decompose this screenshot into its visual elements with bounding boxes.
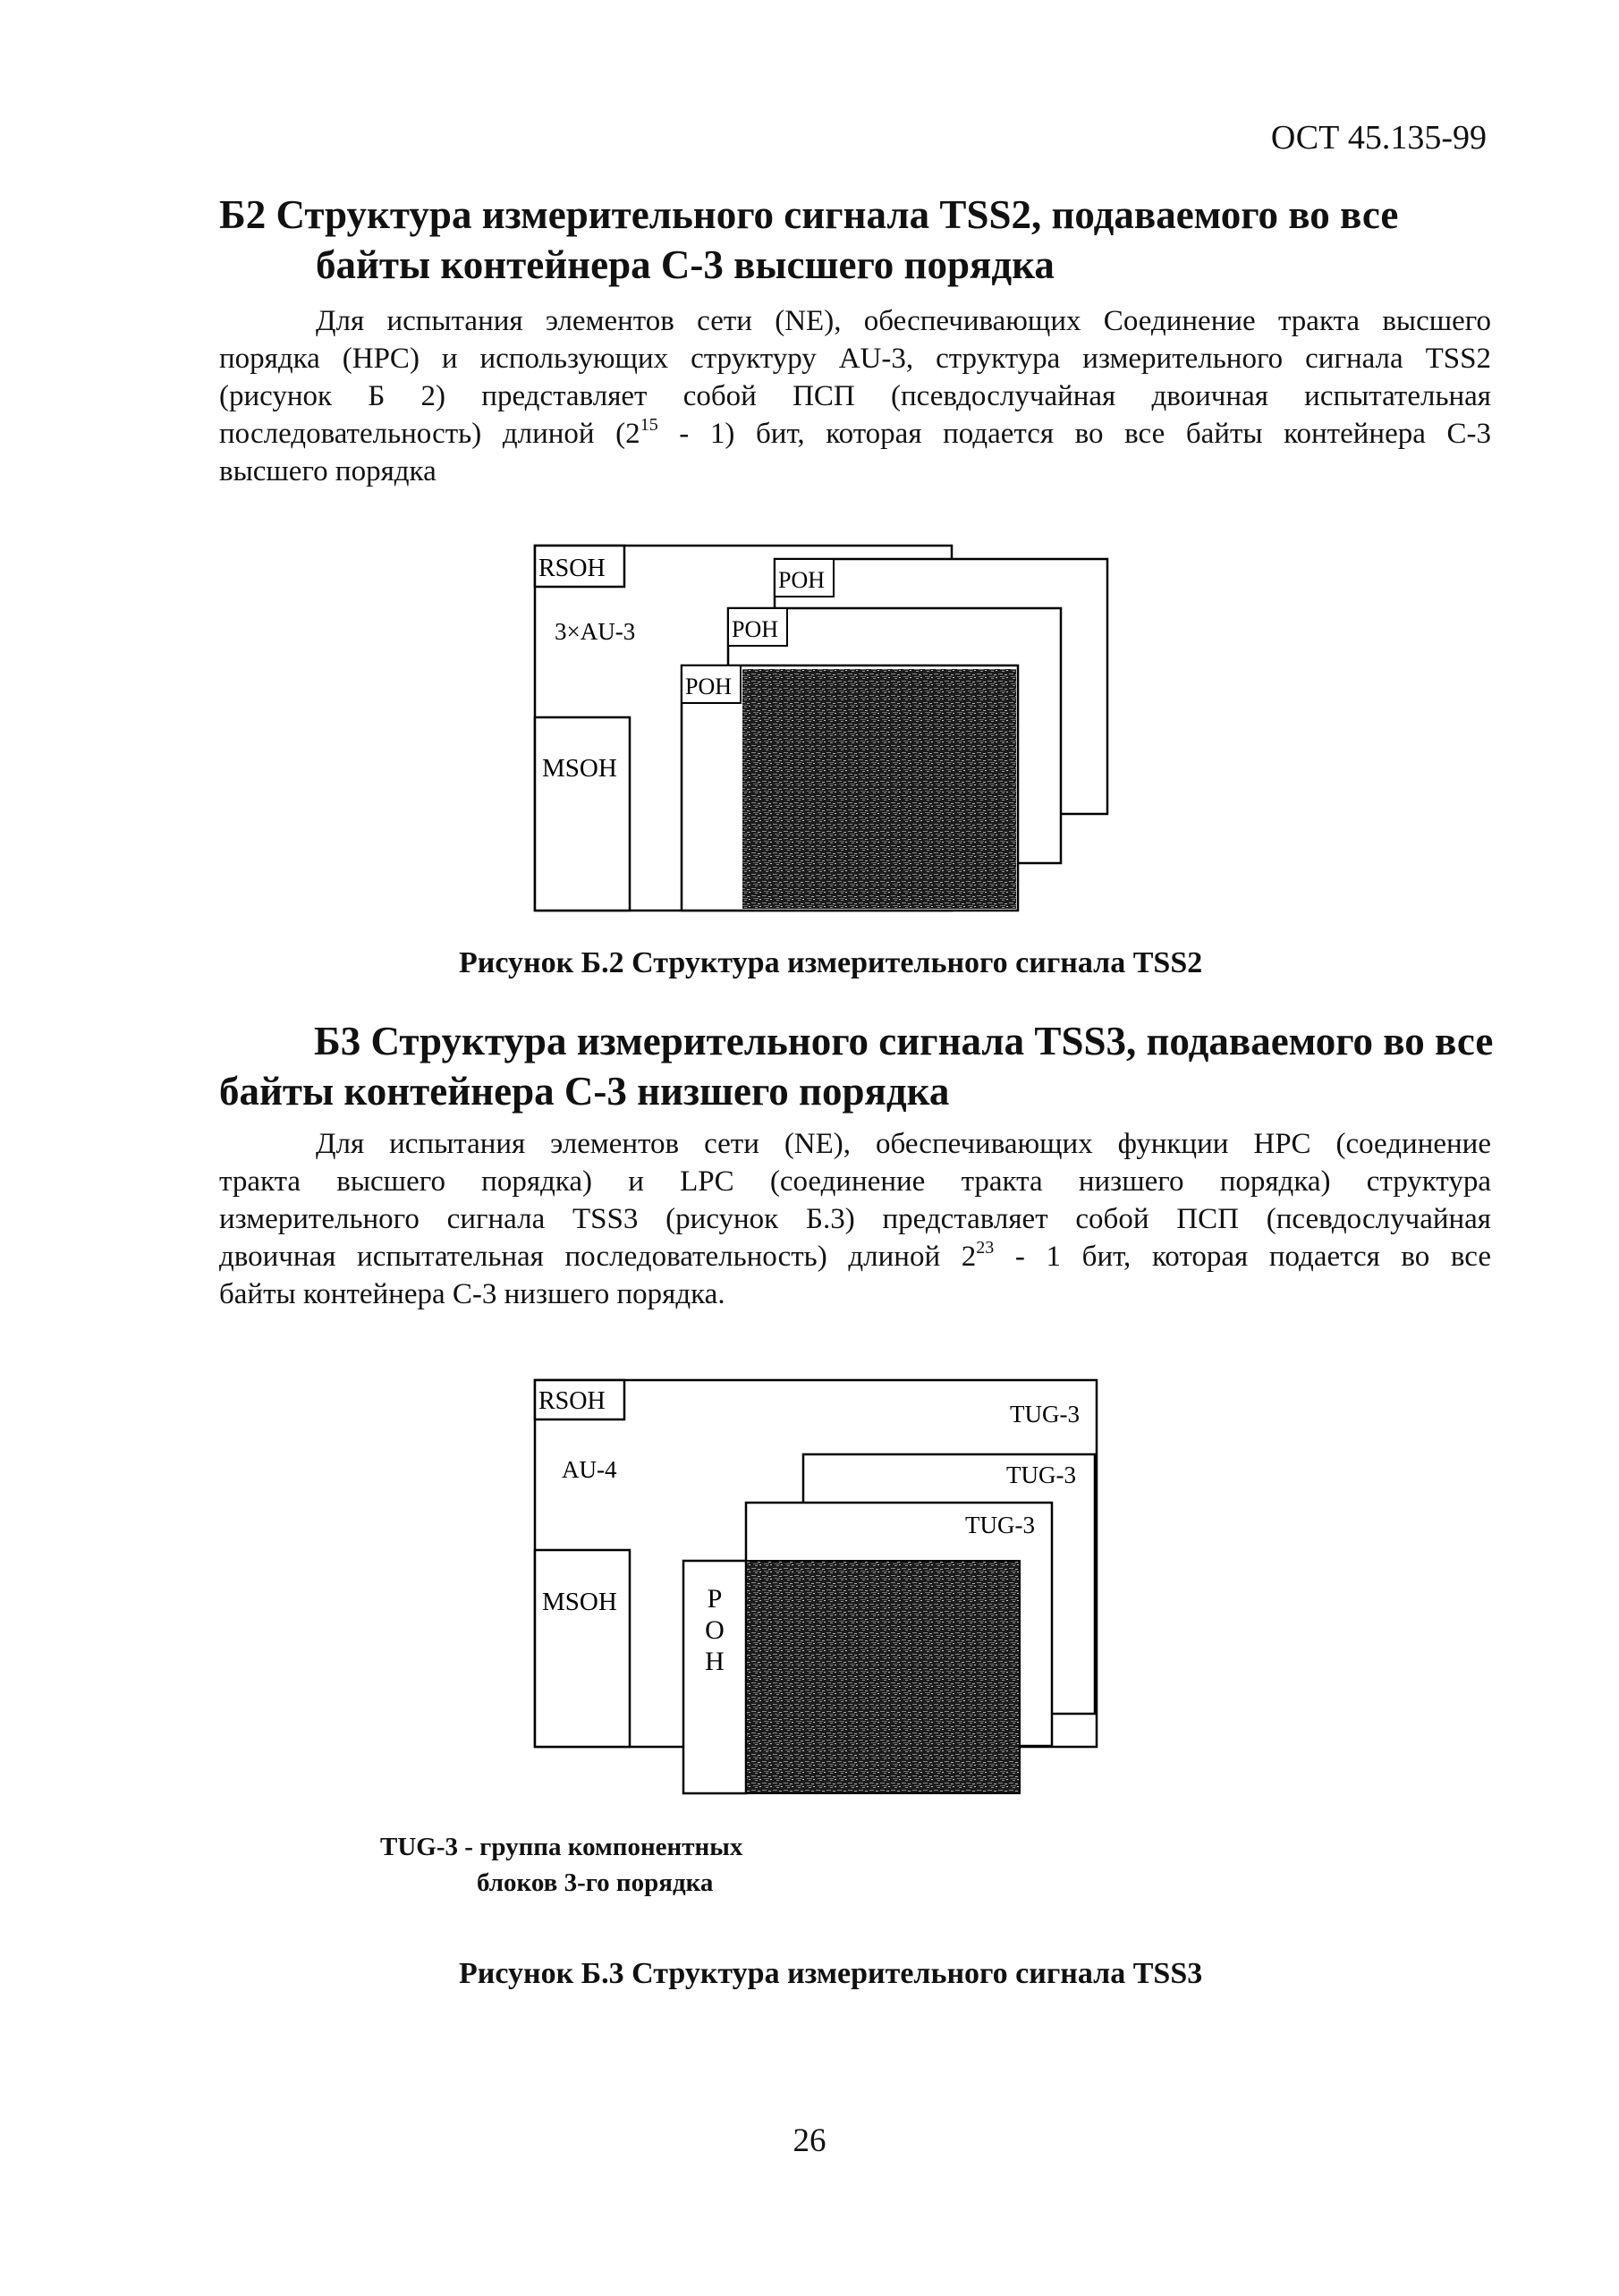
tug3-label-back: TUG-3 xyxy=(1010,1401,1080,1428)
section-b3-heading xyxy=(219,1016,1498,1116)
paragraph-text: последовательность) длиной (2 xyxy=(219,418,640,450)
tug3-label-front: TUG-3 xyxy=(965,1512,1035,1538)
document-code: ОСТ 45.135-99 xyxy=(1270,119,1487,157)
exponent: 23 xyxy=(976,1238,995,1258)
figure-b3-caption: Рисунок Б.3 Структура измерительного сигнала TSS3 xyxy=(459,1957,1203,1990)
au3-label: 3×AU-3 xyxy=(555,618,636,645)
msoh-box xyxy=(535,717,630,911)
prbs-payload-area xyxy=(742,669,1016,909)
exponent: 15 xyxy=(640,415,658,435)
paragraph-line: байты контейнера С-3 низшего порядка. xyxy=(219,1278,725,1310)
paragraph-text: - 1 бит, которая подается во все xyxy=(994,1241,1492,1273)
poh-label-middle: POH xyxy=(732,616,779,642)
tug3-label-middle: TUG-3 xyxy=(1006,1461,1076,1488)
poh-letter-h: H xyxy=(705,1647,725,1676)
paragraph-line: высшего порядка xyxy=(219,455,437,487)
legend-line: TUG-3 - группа компонентных xyxy=(380,1833,743,1861)
section-b3-paragraph xyxy=(219,1125,1491,1313)
figure-b3-legend xyxy=(380,1829,742,1901)
paragraph-line: (рисунок Б 2) представляет собой ПСП (псевдослучайная двоичная испытательная xyxy=(219,380,1491,412)
au4-label: AU-4 xyxy=(562,1456,617,1483)
poh-label-back: POH xyxy=(778,567,826,593)
paragraph-line: тракта высшего порядка) и LPC (соединение тракта низшего порядка) структура xyxy=(219,1165,1491,1198)
poh-letter-p: P xyxy=(707,1584,723,1614)
msoh-label: MSOH xyxy=(542,1588,617,1616)
figure-b2-caption: Рисунок Б.2 Структура измерительного сигнала TSS2 xyxy=(459,946,1203,979)
poh-letter-o: O xyxy=(705,1615,725,1645)
paragraph-line: измерительного сигнала TSS3 (рисунок Б.3) представляет собой ПСП (псевдослучайная xyxy=(219,1203,1491,1235)
msoh-box xyxy=(535,1550,630,1747)
paragraph-line: порядка (HPC) и использующих структуру AU-3, структура измерительного сигнала TSS2 xyxy=(219,343,1491,375)
msoh-label: MSOH xyxy=(542,754,617,783)
page-number: 26 xyxy=(793,2122,826,2159)
paragraph-text: - 1) бит, которая подается во все байты контейнера С-3 xyxy=(657,418,1491,450)
section-b3-heading-line1: Б3 Структура измерительного сигнала TSS3, подаваемого во все xyxy=(314,1019,1494,1063)
paragraph-line xyxy=(219,1238,1491,1275)
paragraph-text: двоичная испытательная последовательность) длиной 2 xyxy=(219,1241,977,1273)
paragraph-line: Для испытания элементов сети (NE), обеспечивающих функции HPC (соединение xyxy=(316,1128,1491,1160)
section-b2-heading-line2: байты контейнера С-3 высшего порядка xyxy=(316,242,1055,287)
poh-label-front: POH xyxy=(685,674,733,699)
paragraph-line: Для испытания элементов сети (NE), обеспечивающих Соединение тракта высшего xyxy=(316,305,1491,337)
section-b3-heading-line2: байты контейнера С-3 низшего порядка xyxy=(219,1069,950,1114)
section-b2-heading-line1: Б2 Структура измерительного сигнала TSS2, подаваемого во все xyxy=(219,192,1399,237)
prbs-payload-area xyxy=(746,1561,1020,1793)
rsoh-label: RSOH xyxy=(538,1387,606,1415)
rsoh-label: RSOH xyxy=(538,555,606,582)
legend-line: блоков 3-го порядка xyxy=(477,1868,714,1897)
